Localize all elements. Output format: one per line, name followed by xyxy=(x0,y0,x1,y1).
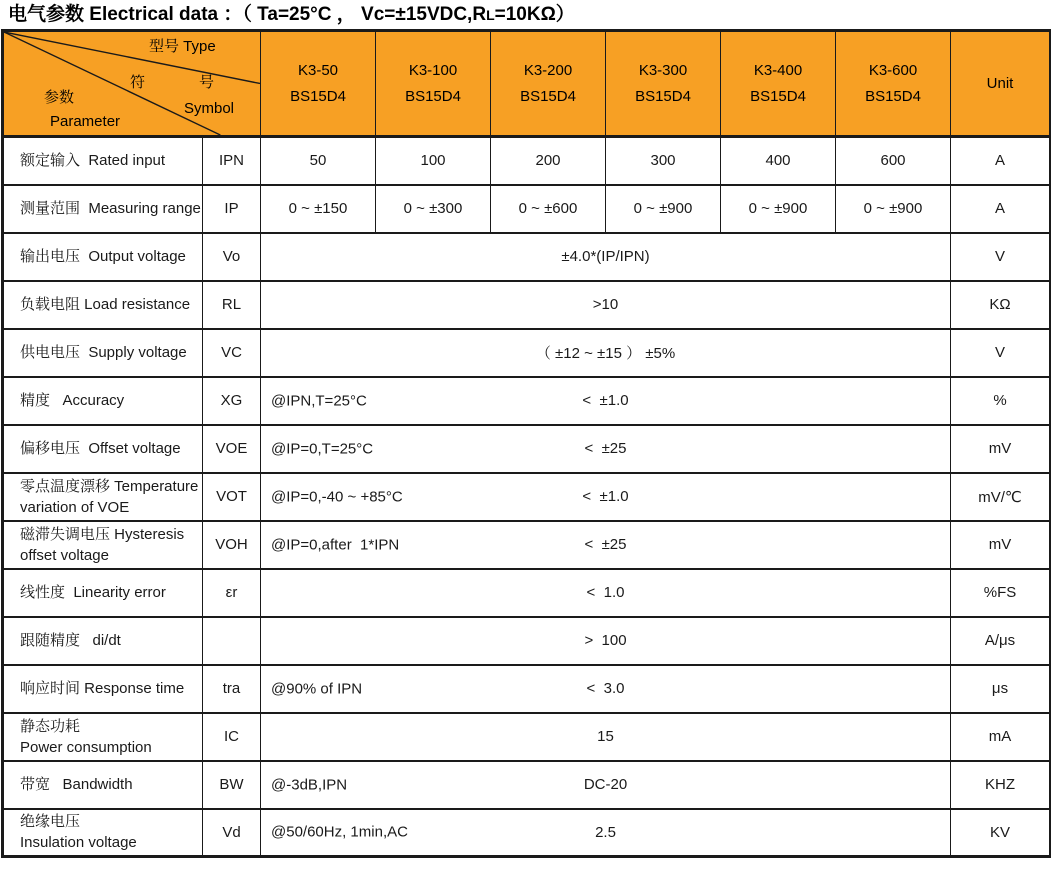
param-cell xyxy=(3,377,203,425)
table-row-accuracy xyxy=(3,377,1051,425)
param-cell xyxy=(3,809,203,857)
param-cell xyxy=(3,329,203,377)
param-label-line2: Insulation voltage xyxy=(20,834,137,852)
title-suffix: =10KΩ） xyxy=(494,4,575,25)
param-label: 供电电压 Supply voltage xyxy=(20,344,187,361)
corner-param-label-en: Parameter xyxy=(50,113,121,130)
value-cell: 0 ~ ±600 xyxy=(491,185,606,233)
table-row-rated-input xyxy=(3,137,1051,185)
value-label: < ±1.0 xyxy=(582,392,629,409)
param-label-line1: 静态功耗 xyxy=(20,717,81,735)
table-row-load-resistance xyxy=(3,281,1051,329)
unit-cell: A/μs xyxy=(951,617,1051,665)
merged-value-cell xyxy=(261,473,951,521)
header-model-k3-100 xyxy=(376,31,491,137)
title-rl-subscript: L xyxy=(486,7,495,23)
param-label: 线性度 Linearity error xyxy=(20,584,166,601)
merged-value-cell xyxy=(261,617,951,665)
value-cell: 50 xyxy=(261,137,376,185)
symbol-cell: Vo xyxy=(203,233,261,281)
merged-value-cell xyxy=(261,281,951,329)
unit-cell: μs xyxy=(951,665,1051,713)
param-label-line1: 零点温度漂移 Temperature xyxy=(20,477,199,495)
table-header-row xyxy=(3,31,1051,137)
symbol-cell: tra xyxy=(203,665,261,713)
unit-cell: % xyxy=(951,377,1051,425)
table-row-response-time xyxy=(3,665,1051,713)
merged-value-cell xyxy=(261,377,951,425)
model-series: BS15D4 xyxy=(750,87,806,105)
condition-label: @-3dB,IPN xyxy=(271,776,348,793)
corner-symbol-label-en: Symbol xyxy=(184,100,235,117)
param-cell xyxy=(3,521,203,569)
value-label: ±4.0*(IP/IPN) xyxy=(561,248,650,265)
value-cell: 400 xyxy=(721,137,836,185)
table-row-bandwidth xyxy=(3,761,1051,809)
symbol-cell: IPN xyxy=(203,137,261,185)
value-label: >10 xyxy=(592,296,619,313)
value-cell: 0 ~ ±900 xyxy=(836,185,951,233)
param-cell xyxy=(3,617,203,665)
merged-value-cell xyxy=(261,569,951,617)
symbol-cell: VC xyxy=(203,329,261,377)
param-label: 带宽 Bandwidth xyxy=(20,776,133,793)
param-cell xyxy=(3,137,203,185)
header-model-k3-200 xyxy=(491,31,606,137)
model-name: K3-300 xyxy=(638,61,688,79)
header-model-k3-600 xyxy=(836,31,951,137)
param-cell xyxy=(3,569,203,617)
model-name: K3-50 xyxy=(297,61,339,79)
condition-label: @IP=0,T=25°C xyxy=(271,440,374,457)
unit-cell: mA xyxy=(951,713,1051,761)
value-label: > 100 xyxy=(584,632,627,649)
unit-cell: KHZ xyxy=(951,761,1051,809)
model-name: K3-600 xyxy=(868,61,918,79)
symbol-cell: VOH xyxy=(203,521,261,569)
unit-cell: mV xyxy=(951,521,1051,569)
symbol-cell: εr xyxy=(203,569,261,617)
param-label: 负载电阻 Load resistance xyxy=(20,296,191,313)
value-cell: 100 xyxy=(376,137,491,185)
value-label: 15 xyxy=(597,728,614,745)
unit-cell: %FS xyxy=(951,569,1051,617)
value-label: < 3.0 xyxy=(586,680,625,697)
param-label-line2: variation of VOE xyxy=(20,498,130,516)
merged-value-cell xyxy=(261,713,951,761)
header-unit-cell: Unit xyxy=(951,31,1051,137)
model-series: BS15D4 xyxy=(865,87,921,105)
unit-cell: V xyxy=(951,233,1051,281)
param-label-line1: 磁滞失调电压 Hysteresis xyxy=(20,525,185,543)
param-label-line2: Power consumption xyxy=(20,738,152,756)
unit-cell: A xyxy=(951,137,1051,185)
param-cell xyxy=(3,665,203,713)
model-name: K3-100 xyxy=(408,61,458,79)
value-label: （ ±12 ~ ±15 ） ±5% xyxy=(535,345,676,362)
symbol-cell: IP xyxy=(203,185,261,233)
param-label-line1: 绝缘电压 xyxy=(20,813,81,831)
unit-cell: KΩ xyxy=(951,281,1051,329)
symbol-cell: Vd xyxy=(203,809,261,857)
merged-value-cell xyxy=(261,425,951,473)
value-cell: 0 ~ ±300 xyxy=(376,185,491,233)
value-cell: 600 xyxy=(836,137,951,185)
merged-value-cell xyxy=(261,761,951,809)
unit-cell: mV xyxy=(951,425,1051,473)
table-row-hysteresis-offset xyxy=(3,521,1051,569)
merged-value-cell xyxy=(261,233,951,281)
model-name: K3-400 xyxy=(753,61,803,79)
condition-label: @50/60Hz, 1min,AC xyxy=(271,823,408,841)
param-cell xyxy=(3,761,203,809)
table-row-output-voltage xyxy=(3,233,1051,281)
table-row-temperature-variation xyxy=(3,473,1051,521)
param-cell xyxy=(3,713,203,761)
value-cell: 300 xyxy=(606,137,721,185)
merged-value-cell xyxy=(261,665,951,713)
model-name: K3-200 xyxy=(523,61,573,79)
value-label: < 1.0 xyxy=(586,584,625,601)
table-row-insulation-voltage xyxy=(3,809,1051,857)
model-series: BS15D4 xyxy=(520,87,576,105)
table-row-offset-voltage xyxy=(3,425,1051,473)
corner-symbol-label-cn xyxy=(130,74,214,92)
unit-cell: V xyxy=(951,329,1051,377)
model-series: BS15D4 xyxy=(635,87,691,105)
condition-label: @IPN,T=25°C xyxy=(271,392,367,409)
param-label: 跟随精度 di/dt xyxy=(20,632,121,649)
value-label: DC-20 xyxy=(583,776,628,793)
condition-label: @IP=0,-40 ~ +85°C xyxy=(271,488,403,505)
page-title xyxy=(0,0,1051,29)
condition-label: @IP=0,after 1*IPN xyxy=(271,536,400,553)
merged-value-cell xyxy=(261,521,951,569)
corner-symbol-cn-char1: 符 xyxy=(130,74,146,91)
symbol-cell xyxy=(203,617,261,665)
param-cell xyxy=(3,473,203,521)
value-cell: 0 ~ ±900 xyxy=(606,185,721,233)
model-series: BS15D4 xyxy=(290,87,346,105)
header-model-k3-300 xyxy=(606,31,721,137)
table-row-measuring-range xyxy=(3,185,1051,233)
symbol-cell: VOE xyxy=(203,425,261,473)
param-label: 偏移电压 Offset voltage xyxy=(20,440,181,457)
param-label-line2: offset voltage xyxy=(20,546,109,564)
value-label: 2.5 xyxy=(595,823,616,841)
condition-label: @90% of IPN xyxy=(271,680,363,697)
unit-cell: KV xyxy=(951,809,1051,857)
value-cell: 0 ~ ±150 xyxy=(261,185,376,233)
header-model-k3-400 xyxy=(721,31,836,137)
header-corner-cell xyxy=(3,31,261,137)
param-label: 输出电压 Output voltage xyxy=(20,248,186,265)
value-cell: 200 xyxy=(491,137,606,185)
value-label: < ±1.0 xyxy=(582,488,629,505)
param-cell xyxy=(3,185,203,233)
param-cell xyxy=(3,281,203,329)
unit-cell: mV/℃ xyxy=(951,473,1051,521)
model-series: BS15D4 xyxy=(405,87,461,105)
corner-symbol-cn-char2: 号 xyxy=(198,74,214,91)
value-cell: 0 ~ ±900 xyxy=(721,185,836,233)
param-label: 测量范围 Measuring range xyxy=(20,200,201,217)
merged-value-cell xyxy=(261,809,951,857)
param-label: 额定输入 Rated input xyxy=(20,152,166,170)
corner-type-label: 型号 Type xyxy=(149,38,216,55)
electrical-data-table xyxy=(1,29,1051,858)
title-prefix: 电气参数 Electrical data ：（ Ta=25°C ， Vc=±15VDC,R xyxy=(8,4,487,25)
param-label: 响应时间 Response time xyxy=(20,680,185,697)
param-cell xyxy=(3,425,203,473)
table-row-supply-voltage xyxy=(3,329,1051,377)
symbol-cell: IC xyxy=(203,713,261,761)
merged-value-cell xyxy=(261,329,951,377)
symbol-cell: VOT xyxy=(203,473,261,521)
header-model-k3-50 xyxy=(261,31,376,137)
table-row-power-consumption xyxy=(3,713,1051,761)
param-label: 精度 Accuracy xyxy=(20,392,125,409)
symbol-cell: BW xyxy=(203,761,261,809)
corner-param-label-cn: 参数 xyxy=(44,89,75,106)
symbol-cell: XG xyxy=(203,377,261,425)
value-label: < ±25 xyxy=(584,440,627,457)
value-label: < ±25 xyxy=(584,536,627,553)
param-cell xyxy=(3,233,203,281)
table-row-linearity-error xyxy=(3,569,1051,617)
unit-cell: A xyxy=(951,185,1051,233)
symbol-cell: RL xyxy=(203,281,261,329)
table-row-didt-accuracy xyxy=(3,617,1051,665)
